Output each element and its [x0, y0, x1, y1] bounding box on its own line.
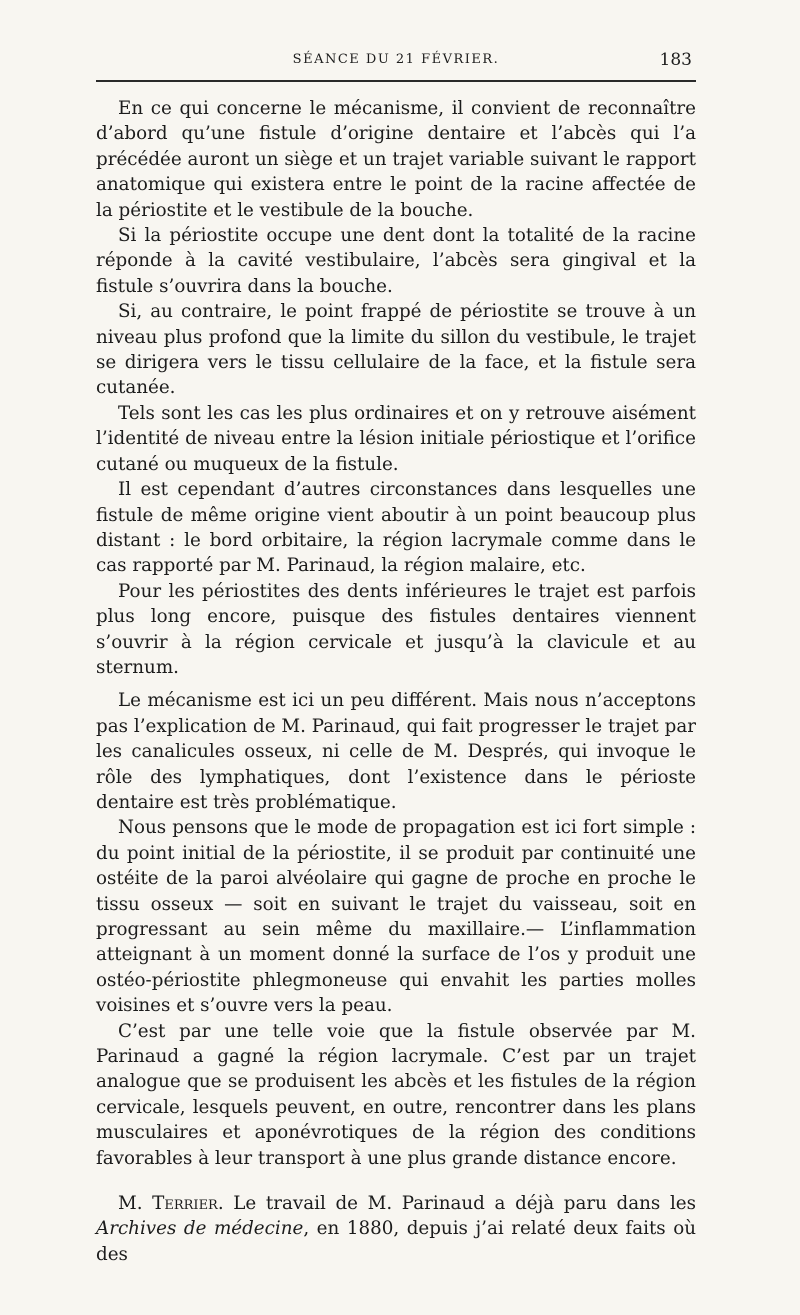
paragraph-text: , en 1880, depuis j’ai relaté deux faits où des: [96, 1218, 696, 1265]
paragraph: Pour les périostites des dents inférieures le trajet est parfois plus long encore, puisque des fistules dentaires viennent s’ouvrir à la région cervicale et jusqu’à la clavicule et au sternum.: [96, 580, 696, 678]
paragraph-text: Le travail de M. Parinaud a déjà paru dans les: [223, 1193, 696, 1215]
paragraph: Le mécanisme est ici un peu différent. Mais nous n’acceptons pas l’explication de M. Parinaud, qui fait progresser le trajet par les canalicules osseux, ni celle de M. Després, qui invoque le rôle des lymphatiques, dont l’existence dans le périoste dentaire est très problématique.: [96, 690, 696, 813]
paragraph: Nous pensons que le mode de propagation est ici fort simple : du point initial de la périostite, il se produit par continuité une ostéite de la paroi alvéolaire qui gagne de proche en proche le tissu osseux — soit en suivant le trajet du vaisseau, soit en progressant au sein même du maxillaire.— L’inflammation atteignant à un moment donné la surface de l’os y produit une ostéo-périostite phlegmoneuse qui envahit les parties molles voisines et s’ouvre vers la peau.: [96, 817, 696, 1017]
paragraph: En ce qui concerne le mécanisme, il convient de reconnaître d’abord qu’une fistule d’origine dentaire et l’abcès qui l’a précédée auront un siège et un trajet variable suivant le rapport anatomique qui existera entre le point de la racine affectée de la périostite et le vestibule de la bouche.: [96, 98, 696, 221]
paragraph: Si la périostite occupe une dent dont la totalité de la racine réponde à la cavité vestibulaire, l’abcès sera gingival et la fistule s’ouvrira dans la bouche.: [96, 225, 696, 297]
paragraph: C’est par une telle voie que la fistule observée par M. Parinaud a gagné la région lacrymale. C’est par un trajet analogue que se produisent les abcès et les fistules de la région cervicale, lesquels peuvent, en outre, rencontrer dans les plans musculaires et aponévrotiques de la région des conditions favorables à leur transport à une plus grande distance encore.: [96, 1020, 696, 1169]
paragraph: Il est cependant d’autres circonstances dans lesquelles une fistule de même origine vient aboutir à un point beaucoup plus distant : le bord orbitaire, la région lacrymale comme dans le cas rapporté par M. Parinaud, la région malaire, etc.: [96, 479, 696, 577]
paragraph: Tels sont les cas les plus ordinaires et on y retrouve aisément l’identité de niveau entre la lésion initiale périostique et l’orifice cutané ou muqueux de la fistule.: [96, 402, 696, 475]
page-header: [96, 50, 696, 74]
speaker-paragraph: [96, 1191, 696, 1267]
speaker-name: M. Terrier.: [118, 1193, 224, 1215]
journal-title: Archives de médecine: [96, 1218, 304, 1240]
body-text: [96, 96, 696, 1267]
running-title: SÉANCE DU 21 FÉVRIER.: [292, 52, 500, 67]
header-rule: [96, 80, 696, 82]
paragraph: Si, au contraire, le point frappé de périostite se trouve à un niveau plus profond que la limite du sillon du vestibule, le trajet se dirigera vers le tissu cellulaire de la face, et la fistule sera cutanée.: [96, 301, 696, 399]
page-number: 183: [659, 50, 692, 70]
